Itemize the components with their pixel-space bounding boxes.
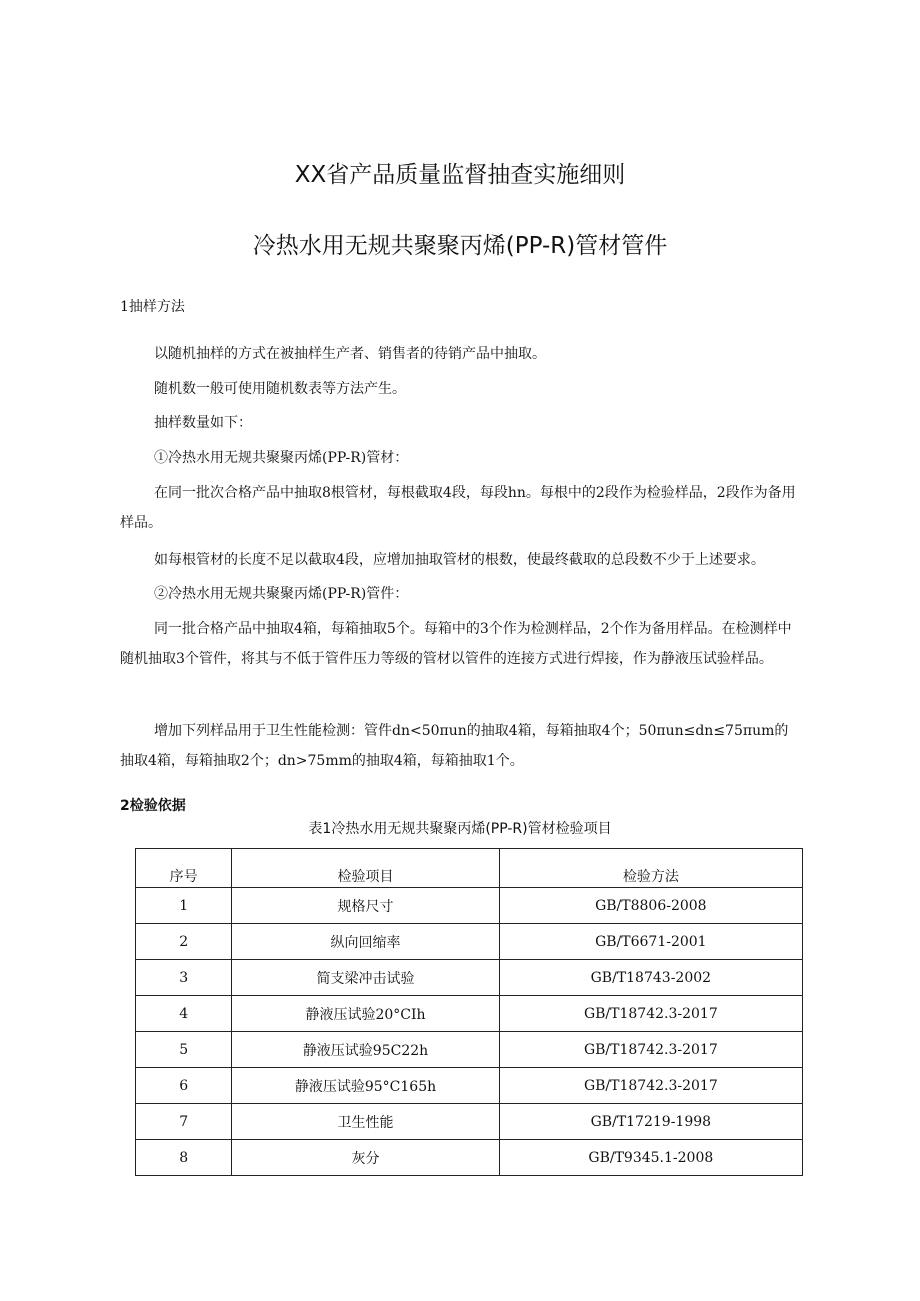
paragraph: 在同一批次合格产品中抽取8根管材，每根截取4段，每段hn。每根中的2段作为检验样品，2段作为备用样品。 [120,485,796,531]
table-cell: 卫生性能 [232,1104,499,1140]
table-cell: 4 [136,996,232,1032]
paragraph: ②冷热水用无规共聚聚丙烯(PP-R)管件： [154,586,409,602]
table-cell: GB/T18743-2002 [499,960,802,996]
table-header-row [136,849,803,888]
paragraph: 抽样数量如下： [154,415,252,431]
table-row [136,1140,803,1176]
table-cell: 静液压试验95C22h [232,1032,499,1068]
document-title: XX省产品质量监督抽查实施细则 [294,162,626,188]
table-row [136,960,803,996]
table-cell: GB/T9345.1-2008 [499,1140,802,1176]
table-cell: GB/T17219-1998 [499,1104,802,1140]
table-cell: 静液压试验20°CIh [232,996,499,1032]
table-cell: 7 [136,1104,232,1140]
table-caption: 表1冷热水用无规共聚聚丙烯(PP-R)管材检验项目 [308,821,612,837]
table-cell: GB/T18742.3-2017 [499,996,802,1032]
section-heading-sampling: 1抽样方法 [120,299,185,315]
table-cell: 2 [136,924,232,960]
table-row [136,888,803,924]
table-cell: 1 [136,888,232,924]
paragraph: 增加下列样品用于卫生性能检测：管件dn<50πun的抽取4箱，每箱抽取4个；50πun≤dn≤75πum的抽取4箱，每箱抽取2个；dn>75mm的抽取4箱，每箱抽取1个。 [120,723,789,769]
table-cell: 灰分 [232,1140,499,1176]
section-heading-basis: 2检验依据 [120,798,186,814]
table-cell: 3 [136,960,232,996]
paragraph: 同一批合格产品中抽取4箱，每箱抽取5个。每箱中的3个作为检测样品，2个作为备用样品。在检测样中随机抽取3个管件，将其与不低于管件压力等级的管材以管件的连接方式进行焊接，作为静液压试验样品。 [120,621,792,667]
document-subtitle: 冷热水用无规共聚聚丙烯(PP-R)管材管件 [252,233,668,259]
inspection-items-table [135,848,803,1176]
paragraph: 以随机抽样的方式在被抽样生产者、销售者的待销产品中抽取。 [154,346,546,362]
paragraph: 随机数一般可使用随机数表等方法产生。 [154,381,406,397]
column-header: 检验项目 [232,849,499,888]
table-cell: 静液压试验95°C165h [232,1068,499,1104]
table-cell: 纵向回缩率 [232,924,499,960]
table-row [136,924,803,960]
table-row [136,996,803,1032]
table-cell: 6 [136,1068,232,1104]
table-cell: GB/T6671-2001 [499,924,802,960]
column-header: 检验方法 [499,849,802,888]
table-cell: 5 [136,1032,232,1068]
table-row [136,1032,803,1068]
table-cell: 简支梁冲击试验 [232,960,499,996]
table-cell: GB/T8806-2008 [499,888,802,924]
table-row [136,1104,803,1140]
paragraph: 如每根管材的长度不足以截取4段，应增加抽取管材的根数，使最终截取的总段数不少于上述要求。 [154,552,765,568]
table-cell: GB/T18742.3-2017 [499,1032,802,1068]
table-cell: 规格尺寸 [232,888,499,924]
table-cell: GB/T18742.3-2017 [499,1068,802,1104]
table-row [136,1068,803,1104]
table-cell: 8 [136,1140,232,1176]
paragraph: ①冷热水用无规共聚聚丙烯(PP-R)管材： [154,450,409,466]
column-header: 序号 [136,849,232,888]
